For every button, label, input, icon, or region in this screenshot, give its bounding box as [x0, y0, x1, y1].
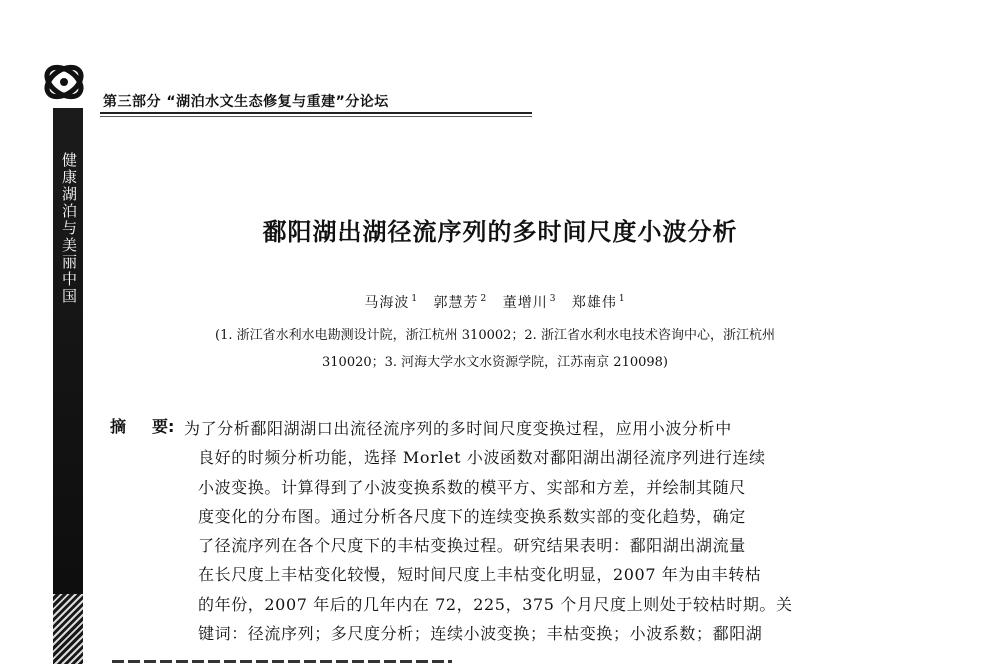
author-name: 董增川 [502, 295, 548, 311]
author-affil-mark: 1 [618, 294, 626, 305]
author-list [0, 292, 1000, 312]
header-rule [100, 112, 532, 114]
abstract-line: 小波变换。计算得到了小波变换系数的模平方、实部和方差，并绘制其随尺 [198, 477, 746, 497]
side-strip-pattern [53, 594, 83, 664]
affiliations [110, 322, 880, 376]
abstract-line: 度变化的分布图。通过分析各尺度下的连续变换系数实部的变化趋势，确定 [198, 506, 746, 526]
abstract-label-colon: : [168, 417, 175, 436]
infinity-ring-logo-icon [40, 58, 88, 106]
abstract-label [110, 414, 174, 437]
abstract-body [184, 414, 884, 648]
author-name: 马海波 [364, 295, 410, 311]
abstract-line: 键词：径流序列；多尺度分析；连续小波变换；丰枯变换；小波系数；鄱阳湖 [198, 624, 763, 644]
side-label: 健康湖泊与美丽中国 [60, 152, 78, 305]
author-name: 郭慧芳 [433, 295, 479, 311]
abstract-line: 的年份，2007 年后的几年内在 72，225，375 个月尺度上则处于较枯时期。关 [198, 594, 793, 614]
abstract-line: 良好的时频分析功能，选择 Morlet 小波函数对鄱阳湖出湖径流序列进行连续 [198, 448, 766, 468]
author-affil-mark: 3 [549, 294, 557, 305]
author-affil-mark: 2 [480, 294, 488, 305]
header-rule-thin [100, 116, 532, 117]
abstract-line: 为了分析鄱阳湖湖口出流径流序列的多时间尺度变换过程，应用小波分析中 [184, 419, 732, 438]
affiliation-line: (1. 浙江省水利水电勘测设计院，浙江杭州 310002；2. 浙江省水利水电技术咨询中心，浙江杭州 [215, 328, 775, 343]
abstract-line: 在长尺度上丰枯变化较慢，短时间尺度上丰枯变化明显，2007 年为由丰转枯 [198, 565, 762, 585]
abstract-line: 了径流序列在各个尺度下的丰枯变换过程。研究结果表明：鄱阳湖出湖流量 [198, 536, 746, 556]
affiliation-line: 310020；3. 河海大学水文水资源学院，江苏南京 210098) [322, 355, 668, 370]
cropped-text-line [112, 654, 812, 664]
abstract-label-char: 要 [152, 417, 169, 436]
paper-title: 鄱阳湖出湖径流序列的多时间尺度小波分析 [262, 218, 738, 246]
section-header: 第三部分 “湖泊水文生态修复与重建”分论坛 [103, 94, 389, 110]
abstract-label-char: 摘 [110, 417, 127, 436]
author-affil-mark: 1 [411, 294, 419, 305]
author-name: 郑雄伟 [571, 295, 617, 311]
